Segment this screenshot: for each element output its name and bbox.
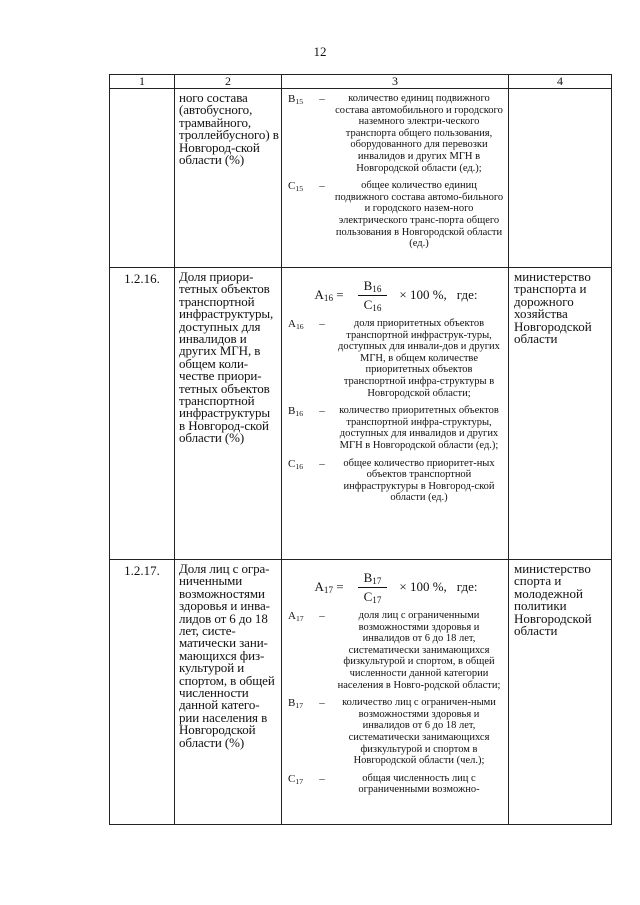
responsible-org: министерство спорта и молодежной политики Новгородской области (509, 560, 612, 825)
calculation-method (282, 268, 509, 560)
variable-definition: $B_{16}$ – количество приоритетных объектов транспортной инфра-структуры, доступных для инвалидов и других МГН в Новгородской области (ед.); (288, 405, 504, 451)
variable-description: общее количество единиц подвижного состава автомо-бильного и городского назем-ного электрического транс-порта общего пользования в Новгородской области (ед.) (334, 180, 504, 250)
variable-symbol: $A_{16}$ (288, 318, 304, 331)
variable-symbol: $C_{15}$ (288, 180, 304, 194)
indicator-table (109, 74, 612, 825)
variable-description: количество приоритетных объектов транспортной инфра-структуры, доступных для инвалидов и других МГН в Новгородской области (ед.); (339, 405, 499, 451)
fraction: $\frac{B_{16}}{C_{16}}$ (358, 278, 388, 313)
indicator-name: Доля лиц с огра-ниченными возможностями здоровья и инва-лидов от 6 до 18 лет, систе-матически зани-мающихся физ-культурой и спортом, в общей численности данной катего-рии населения в Новгородской области (%) (175, 560, 282, 825)
indicator-name: Доля приори-тетных объектов транспортной инфраструктуры, доступных для инвалидов и других МГН, в общем коли-честве приори-тетных объектов транспортной инфраструктуры в Новгород-ской области (%) (175, 268, 282, 560)
variable-description: общая численность лиц с ограниченными возможно- (358, 772, 480, 796)
calculation-method (282, 89, 509, 268)
variable-definition: $C_{17}$ – общая численность лиц с ограниченными возможно- (288, 773, 504, 796)
table-row (110, 268, 612, 560)
variable-description: доля приоритетных объектов транспортной инфраструк-туры, доступных для инвали-дов и других МГН, в общем количестве приоритетных объектов транспортной инфра-структуры в Новгородской области; (338, 318, 500, 399)
row-number: 1.2.16. (110, 268, 175, 560)
table-row (110, 89, 612, 268)
column-header: 3 (282, 75, 509, 89)
column-header: 4 (509, 75, 612, 89)
variable-description: количество единиц подвижного состава автомобильного и городского наземного электри-ческого транспорта общего пользования, оборудованного для перевозки инвалидов и других МГН в Новгородской области (ед.); (335, 93, 503, 174)
variable-definition: $A_{16}$ – доля приоритетных объектов транспортной инфраструк-туры, доступных для инвали-дов и других МГН, в общем количестве приоритетных объектов транспортной инфра-структуры в Новгородской области; (288, 318, 504, 399)
table-header-row (110, 75, 612, 89)
variable-symbol: $C_{16}$ (288, 457, 304, 471)
variable-description: доля лиц с ограниченными возможностями здоровья и инвалидов от 6 до 18 лет, систематически занимающихся физкультурой и спортом, в общей численности данной категории населения в Новго-родской области; (337, 610, 501, 691)
variable-definition: $C_{15}$ – общее количество единиц подвижного состава автомо-бильного и городского назем-ного электрического транс-порта общего пользования в Новгородской области (ед.) (288, 180, 504, 250)
variable-symbol: $B_{15}$ (288, 93, 304, 106)
variable-description: количество лиц с ограничен-ными возможностями здоровья и инвалидов от 6 до 18 лет, систематически занимающихся физкультурой и спортом в Новгородской области (чел.); (342, 697, 496, 767)
variable-definition: $B_{17}$ – количество лиц с ограничен-ными возможностями здоровья и инвалидов от 6 до 18 лет, систематически занимающихся физкультурой и спортом в Новгородской области (чел.); (288, 697, 504, 767)
variable-symbol: $B_{17}$ (288, 697, 304, 711)
responsible-org (509, 89, 612, 268)
column-header: 1 (110, 75, 175, 89)
variable-description: общее количество приоритет-ных объектов транспортной инфраструктуры в Новгород-ской области (ед.) (343, 457, 495, 504)
formula: $A_{16}$ = $\frac{B_{16}}{C_{16}}$ × 100 %, где: (314, 277, 478, 313)
variable-definition: $C_{16}$ – общее количество приоритет-ных объектов транспортной инфраструктуры в Новгород-ской области (ед.) (288, 458, 504, 504)
column-header: 2 (175, 75, 282, 89)
row-number (110, 89, 175, 268)
page-number: 12 (313, 44, 327, 59)
variable-definition: $B_{15}$ – количество единиц подвижного состава автомобильного и городского наземного электри-ческого транспорта общего пользования, оборудованного для перевозки инвалидов и других МГН в Новгородской области (ед.); (288, 93, 503, 174)
fraction: $\frac{B_{17}}{C_{17}}$ (358, 570, 388, 605)
formula: $A_{17}$ = $\frac{B_{17}}{C_{17}}$ × 100 %, где: (314, 569, 478, 605)
variable-symbol: $B_{16}$ (288, 405, 304, 419)
row-number: 1.2.17. (110, 560, 175, 825)
variable-symbol: $C_{17}$ (288, 772, 304, 786)
variable-symbol: $A_{17}$ (288, 610, 304, 623)
responsible-org: министерство транспорта и дорожного хозяйства Новгородской области (509, 268, 612, 560)
table-row (110, 560, 612, 825)
indicator-name: ного состава (автобусного, трамвайного, троллейбусного) в Новгород-ской области (%) (175, 89, 282, 268)
calculation-method (282, 560, 509, 825)
variable-definition: $A_{17}$ – доля лиц с ограниченными возможностями здоровья и инвалидов от 6 до 18 лет, систематически занимающихся физкультурой и спортом, в общей численности данной категории населения в Новго-родской области; (288, 610, 504, 691)
